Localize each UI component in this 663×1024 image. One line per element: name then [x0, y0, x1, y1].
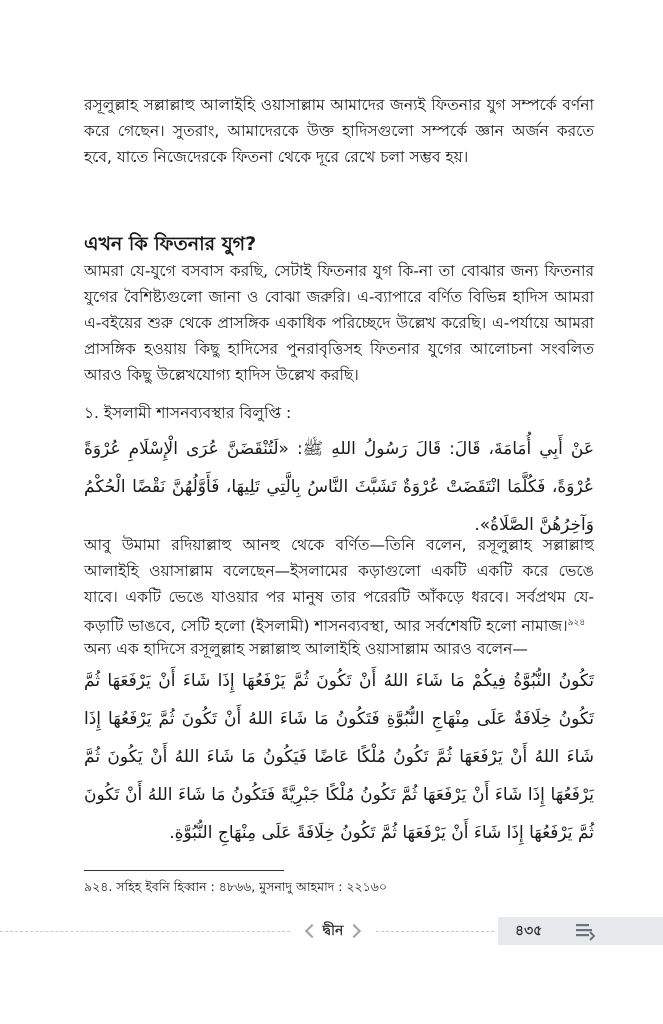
running-title-text: দ্বীন — [322, 923, 344, 939]
arabic-hadith-1: عَنْ أَبِي أُمَامَةَ، قَالَ: قَالَ رَسُولُ اللهِ ﷺ: «لَتُنْقَضَنَّ عُرَى الْإِسْلَامِ عُرْوَةً عُرْوَةً، فَكُلَّمَا انْتَقَضَتْ عُرْوَةٌ تَشَبَّثَ النَّاسُ بِالَّتِي تَلِيهَا، فَأَوَّلُهُنَّ نَقْضًا الْحُكْمُ وَآخِرُهُنَّ الصَّلَاةُ». — [84, 439, 594, 535]
intro-paragraph: রসূলুল্লাহ সল্লাল্লাহু আলাইহি ওয়াসাল্লাম আমাদের জন্যই ফিতনার যুগ সম্পর্কে বর্ণনা করে গেছেন। সুতরাং, আমাদেরকে উক্ত হাদিসগুলো সম্পর্কে জ্ঞান অর্জন করতে হবে, যাতে নিজেদেরকে ফিতনা থেকে দূরে রেখে চলা সম্ভব হয়। — [84, 96, 594, 166]
footer-divider-right — [376, 931, 494, 932]
translation-text: আবু উমামা রদিয়াল্লাহু আনহু থেকে বর্ণিত—তিনি বলেন, রসূলুল্লাহ সল্লাল্লাহু আলাইহি ওয়াসাল্লাম বলেছেন—ইসলামের কড়াগুলো একটি একটি করে ভেঙে যাবে। একটি ভেঙে যাওয়ার পর মানুষ তার পরেরটি আঁকড়ে ধরবে। সর্বপ্রথম যে-কড়াটি ভাঙবে, সেটি হলো (ইসলামী) শাসনব্যবস্থা, আর সর্বশেষটি হলো নামাজ। — [84, 536, 594, 636]
footnote-marker[interactable]: ৯২৪ — [567, 618, 586, 628]
translation-paragraph — [84, 532, 594, 639]
page-number: ৪৩৫ — [515, 923, 543, 939]
footnote-divider — [84, 870, 284, 871]
another-hadith-intro: অন্য এক হাদিসে রসূলুল্লাহ সল্লাল্লাহু আলাইহি ওয়াসাল্লাম আরও বলেন— — [84, 640, 528, 658]
footer-divider-left — [0, 931, 290, 932]
point-one-heading: ১. ইসলামী শাসনব্যবস্থার বিলুপ্তি : — [84, 404, 292, 422]
running-title — [298, 917, 368, 945]
footnote-text: ৯২৪. সহিহ ইবনি হিব্বান : ৪৮৬৬, মুসনাদু আহমাদ : ২২১৬০ — [84, 879, 388, 894]
menu-lines-icon — [575, 921, 595, 941]
arabic-hadith-2: تَكُونُ النُّبُوَّةُ فِيكُمْ مَا شَاءَ اللهُ أَنْ تَكُونَ ثُمَّ يَرْفَعُهَا إِذَا شَاءَ أَنْ يَرْفَعَهَا ثُمَّ تَكُونُ خِلَافَةٌ عَلَى مِنْهَاجِ النُّبُوَّةِ فَتَكُونُ مَا شَاءَ اللهُ أَنْ تَكُونَ ثُمَّ يَرْفَعُهَا إِذَا شَاءَ اللهُ أَنْ يَرْفَعَهَا ثُمَّ تَكُونُ مُلْكًا عَاضًا فَيَكُونُ مَا شَاءَ اللهُ أَنْ يَكُونَ ثُمَّ يَرْفَعُهَا إِذَا شَاءَ أَنْ يَرْفَعَهَا ثُمَّ تَكُونُ مُلْكًا جَبْرِيَّةً فَتَكُونُ مَا شَاءَ اللهُ أَنْ تَكُونَ ثُمَّ يَرْفَعُهَا إِذَا شَاءَ أَنْ يَرْفَعَهَا ثُمَّ تَكُونُ خِلَافَةً عَلَى مِنْهَاجِ النُّبُوَّةِ. — [84, 671, 594, 843]
section-heading: এখন কি ফিতনার যুগ? — [84, 233, 257, 255]
section-paragraph: আমরা যে-যুগে বসবাস করছি, সেটাই ফিতনার যুগ কি-না তা বোঝার জন্য ফিতনার যুগের বৈশিষ্ট্যগুলো জানা ও বোঝা জরুরি। এ-ব্যাপারে বর্ণিত বিভিন্ন হাদিস আমরা এ-বইয়ের শুরু থেকে প্রাসঙ্গিক একাধিক পরিচ্ছেদে উল্লেখ করেছি। এ-পর্যায়ে আমরা প্রাসঙ্গিক হওয়ায় কিছু হাদিসের পুনরাবৃত্তিসহ ফিতনার যুগের আলোচনা সংবলিত আরও কিছু উল্লেখযোগ্য হাদিস উল্লেখ করছি। — [84, 262, 594, 384]
